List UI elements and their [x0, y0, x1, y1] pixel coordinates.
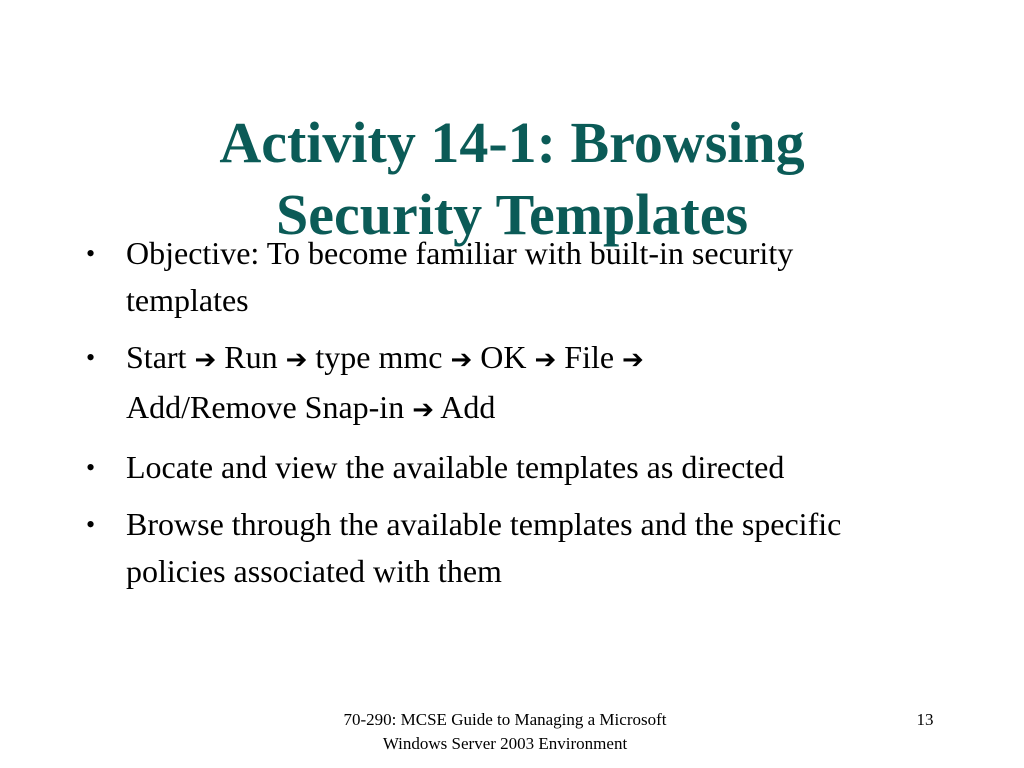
bullet-icon: •	[86, 239, 96, 268]
bullet-icon: •	[86, 343, 96, 372]
arrow-right-icon: ➔	[450, 345, 473, 375]
step-add: Add	[440, 389, 496, 425]
step-run: Run	[224, 339, 278, 375]
bullet-text: Locate and view the available templates as directed	[126, 449, 785, 485]
step-file: File	[564, 339, 615, 375]
step-ok: OK	[480, 339, 527, 375]
footer-text	[250, 708, 760, 756]
arrow-right-icon: ➔	[285, 345, 308, 375]
slide-title-line-2: Security Templates	[275, 181, 749, 247]
bullet-text: Browse through the available templates and the specific policies associated with them	[126, 506, 842, 589]
footer-line-2: Windows Server 2003 Environment	[382, 734, 628, 753]
step-add-remove-snap-in: Add/Remove Snap-in	[126, 389, 405, 425]
step-type-mmc: type mmc	[315, 339, 443, 375]
bullet-text: Objective: To become familiar with built-in security templates	[126, 235, 794, 318]
bullet-locate	[86, 444, 916, 491]
arrow-right-icon: ➔	[194, 345, 217, 375]
arrow-right-icon: ➔	[412, 395, 434, 425]
arrow-right-icon: ➔	[622, 345, 644, 375]
bullet-icon: •	[86, 510, 96, 539]
bullet-list	[86, 230, 916, 605]
bullet-objective	[86, 230, 916, 324]
step-start: Start	[126, 339, 187, 375]
page-number: 13	[916, 710, 934, 729]
arrow-right-icon: ➔	[534, 345, 557, 375]
bullet-steps	[86, 334, 916, 434]
slide-title-line-1: Activity 14-1: Browsing	[219, 109, 805, 175]
bullet-browse	[86, 501, 916, 595]
footer-line-1: 70-290: MCSE Guide to Managing a Microsoft	[343, 710, 667, 729]
bullet-icon: •	[86, 453, 96, 482]
